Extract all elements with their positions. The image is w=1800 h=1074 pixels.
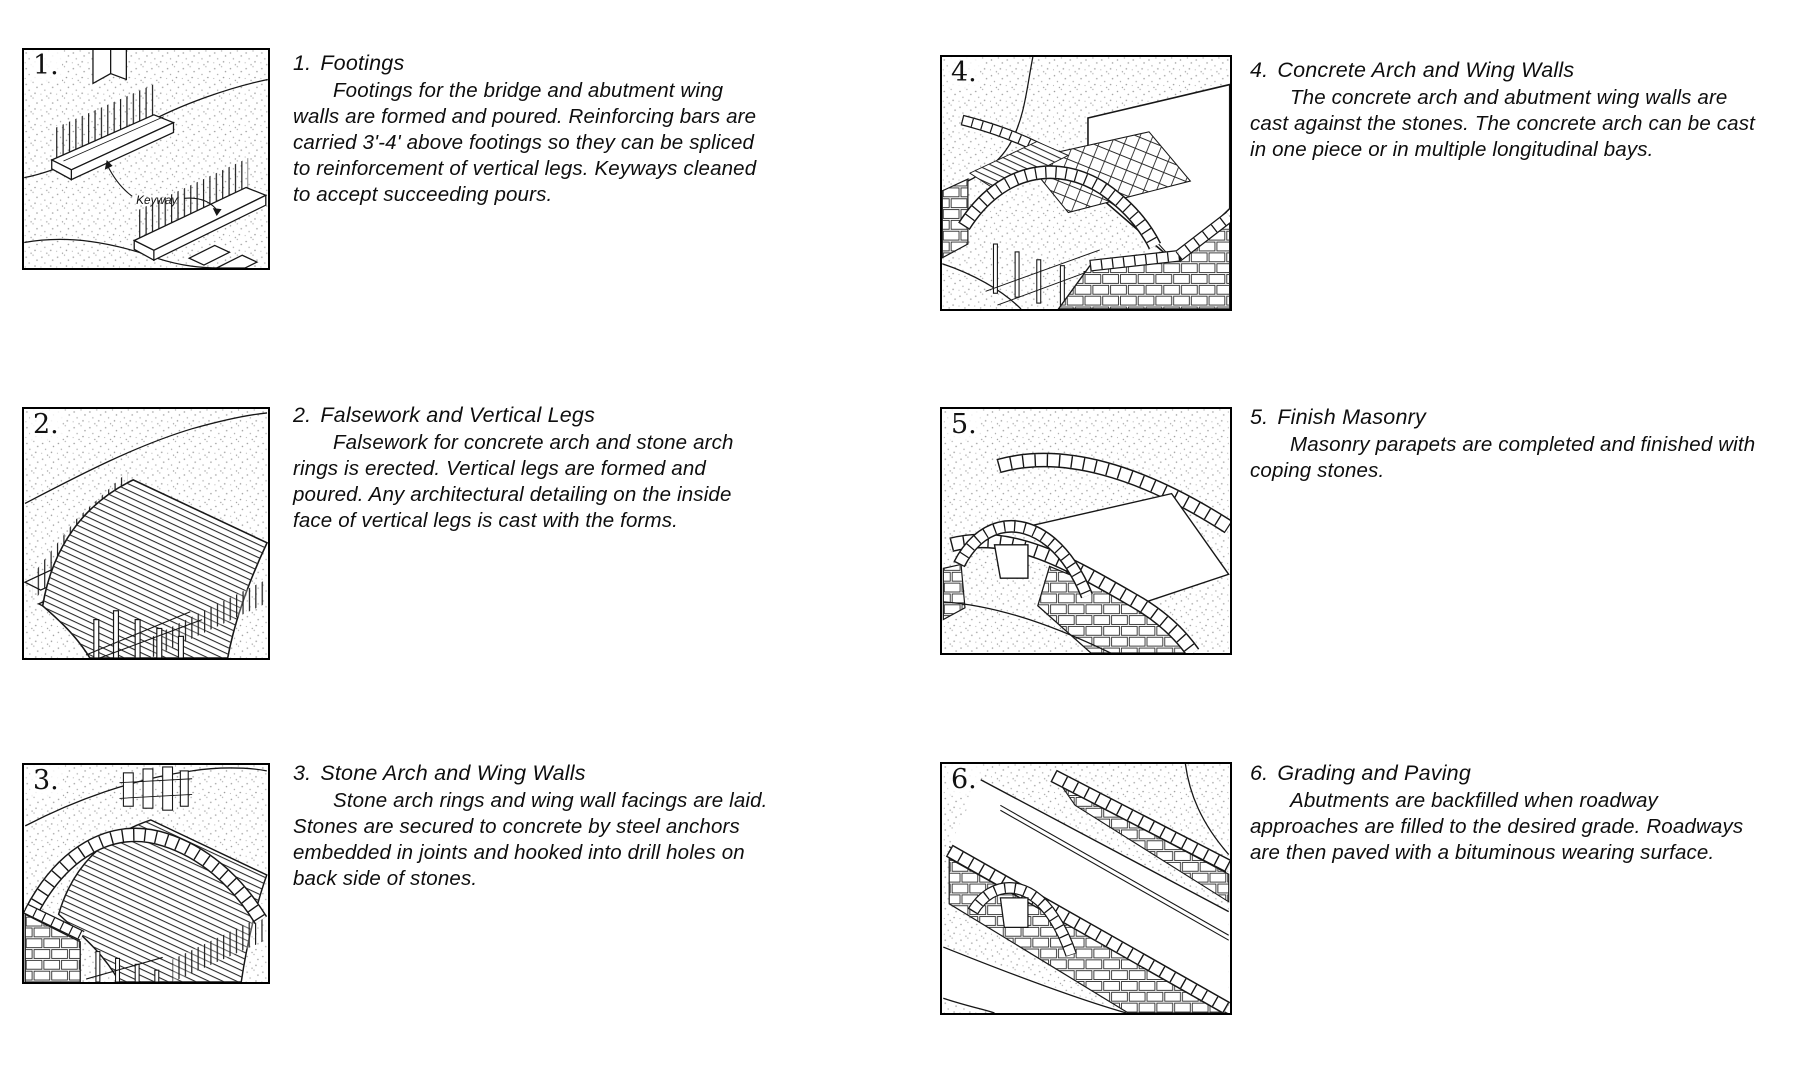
- panel-4-title-number: 4.: [1250, 58, 1269, 82]
- panel-5-title: 5. Finish Masonry: [1250, 405, 1426, 429]
- panel-2-text: [293, 402, 771, 534]
- panel-6-text: [1250, 760, 1765, 866]
- panel-1-title-number: 1.: [293, 51, 312, 75]
- panel-5-number-label: 5.: [948, 409, 980, 440]
- panel-5-body: Masonry parapets are completed and finished with coping stones.: [1250, 433, 1756, 482]
- panel-3-title: 3. Stone Arch and Wing Walls: [293, 761, 586, 785]
- panel-6-title: 6. Grading and Paving: [1250, 761, 1471, 785]
- panel-4-number-label: 4.: [948, 57, 980, 88]
- panel-1-text: [293, 50, 771, 208]
- panel-2-body: Falsework for concrete arch and stone arch rings is erected. Vertical legs are formed and poured. Any architectural detailing on the inside face of vertical legs is cast with the forms.: [293, 431, 734, 532]
- panel-5-title-number: 5.: [1250, 405, 1269, 429]
- panel-4-text: [1250, 57, 1765, 163]
- panel-3-stone-arch-illustration: [24, 765, 268, 982]
- panel-1-title: 1. Footings: [293, 51, 405, 75]
- panel-6-image-box: [940, 762, 1232, 1015]
- panel-4-body: The concrete arch and abutment wing walls are cast against the stones. The concrete arch can be cast in one piece or in multiple longitudinal bays.: [1250, 86, 1755, 161]
- panel-5-finish-masonry-illustration: [942, 409, 1230, 653]
- panel-1-number-label: 1.: [30, 50, 62, 81]
- panel-5-text: [1250, 404, 1765, 484]
- panel-1-footings-illustration: [24, 50, 268, 268]
- panel-5-image-box: [940, 407, 1232, 655]
- panel-3-image-box: [22, 763, 270, 984]
- panel-3-number-label: 3.: [30, 765, 62, 796]
- panel-6-body: Abutments are backfilled when roadway approaches are filled to the desired grade. Roadways are then paved with a bituminous wearing surface.: [1250, 789, 1744, 864]
- panel-3-body: Stone arch rings and wing wall facings are laid. Stones are secured to concrete by steel anchors embedded in joints and hooked into drill holes on back side of stones.: [293, 789, 768, 890]
- panel-2-falsework-illustration: [24, 409, 268, 658]
- panel-3-title-number: 3.: [293, 761, 312, 785]
- panel-1-body: Footings for the bridge and abutment wing walls are formed and poured. Reinforcing bars are carried 3'-4' above footings so they can be spliced to reinforcement of vertical legs. Keyways cleaned to accept succeeding pours.: [293, 79, 757, 206]
- panel-1-image-box: [22, 48, 270, 270]
- panel-2-image-box: [22, 407, 270, 660]
- panel-6-title-number: 6.: [1250, 761, 1269, 785]
- panel-6-grading-paving-illustration: [942, 764, 1230, 1013]
- panel-4-image-box: [940, 55, 1232, 311]
- panel-2-title: 2. Falsework and Vertical Legs: [293, 403, 596, 427]
- panel-4-concrete-arch-illustration: [942, 57, 1230, 309]
- panel-4-title: 4. Concrete Arch and Wing Walls: [1250, 58, 1575, 82]
- panel-2-number-label: 2.: [30, 409, 62, 440]
- panel-3-text: [293, 760, 791, 892]
- keyway-callout: Keyway: [136, 194, 178, 208]
- panel-2-title-number: 2.: [293, 403, 312, 427]
- panel-6-number-label: 6.: [948, 764, 980, 795]
